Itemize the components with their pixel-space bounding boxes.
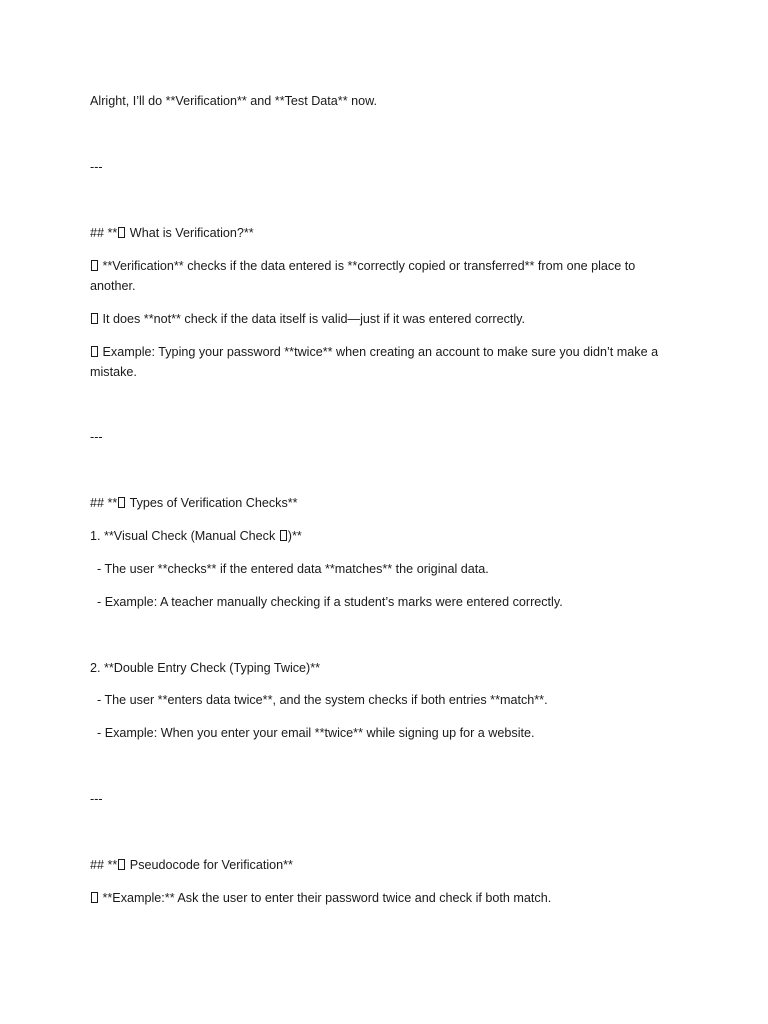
missing-glyph-icon xyxy=(91,313,98,324)
missing-glyph-icon xyxy=(118,227,125,238)
paragraph-verification-definition: **Verification** checks if the data entered is **correctly copied or transferred** from one place to another. xyxy=(90,259,639,293)
list-subitem-double-entry-example: - Example: When you enter your email **twice** while signing up for a website. xyxy=(90,726,535,740)
list-item-double-entry: 2. **Double Entry Check (Typing Twice)** xyxy=(90,661,321,675)
list-subitem-double-entry-description: - The user **enters data twice**, and the system checks if both entries **match**. xyxy=(90,693,548,707)
heading-types-of-checks: ## ** Types of Verification Checks** xyxy=(90,496,298,510)
horizontal-rule-3: --- xyxy=(90,792,103,806)
paragraph-not-validity: It does **not** check if the data itself is valid—just if it was entered correctly. xyxy=(90,310,680,330)
paragraph-example-password: Example: Typing your password **twice** when creating an account to make sure you didn’t make a mistake. xyxy=(90,345,662,379)
heading-what-is-verification: ## ** What is Verification?** xyxy=(90,226,254,240)
heading-pseudocode: ## ** Pseudocode for Verification** xyxy=(90,858,293,872)
missing-glyph-icon xyxy=(91,346,98,357)
list-subitem-visual-check-description: - The user **checks** if the entered data **matches** the original data. xyxy=(90,562,489,576)
list-subitem-visual-check-example: - Example: A teacher manually checking if a student’s marks were entered correctly. xyxy=(90,595,563,609)
missing-glyph-icon xyxy=(118,859,125,870)
intro-line: Alright, I’ll do **Verification** and **Test Data** now. xyxy=(90,94,378,108)
list-item-visual-check: 1. **Visual Check (Manual Check )** xyxy=(90,529,302,543)
missing-glyph-icon xyxy=(118,497,125,508)
missing-glyph-icon xyxy=(91,260,98,271)
horizontal-rule-1: --- xyxy=(90,160,103,174)
horizontal-rule-2: --- xyxy=(90,430,103,444)
paragraph-pseudocode-example: **Example:** Ask the user to enter their password twice and check if both match. xyxy=(90,889,680,909)
missing-glyph-icon xyxy=(91,892,98,903)
missing-glyph-icon xyxy=(280,530,287,541)
